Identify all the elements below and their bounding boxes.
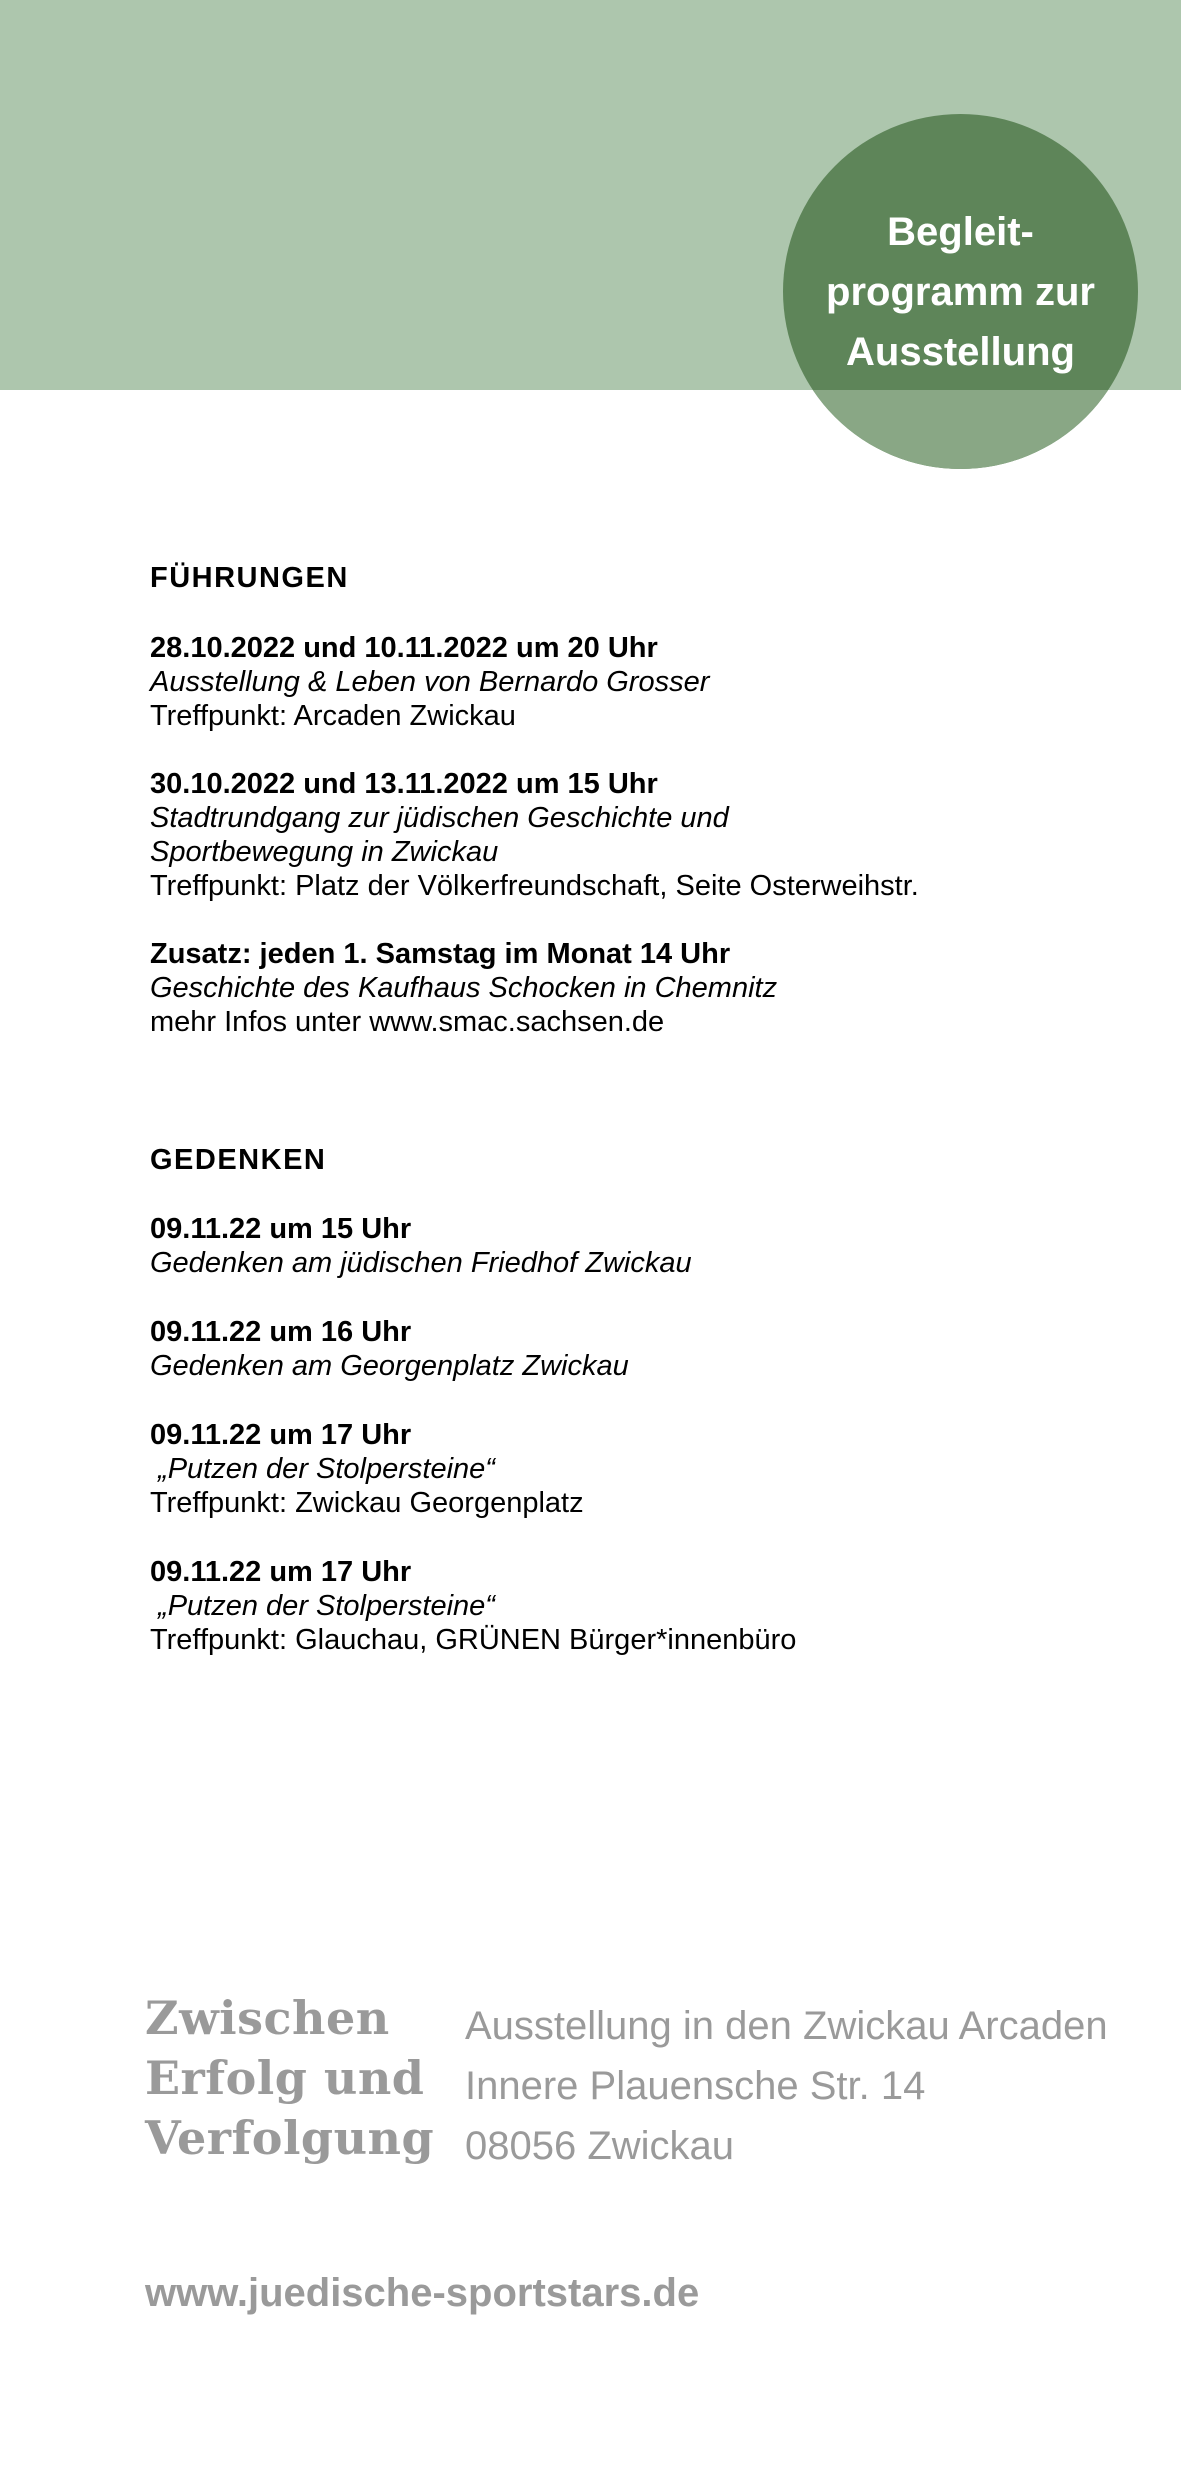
entry-date: 30.10.2022 und 13.11.2022 um 15 Uhr [150,768,658,800]
entry-description: Gedenken am jüdischen Friedhof Zwickau [150,1247,692,1279]
logo-line: Zwischen [145,1991,390,2045]
entry-meeting-point: Treffpunkt: Platz der Völkerfreundschaft, Seite Osterweihstr. [150,870,919,902]
program-badge [783,114,1138,469]
entry-description: Ausstellung & Leben von Bernardo Grosser [150,666,710,698]
entry-date: 09.11.22 um 15 Uhr [150,1213,412,1245]
entry-date: 09.11.22 um 17 Uhr [150,1419,412,1451]
section-title-gedenken: GEDENKEN [150,1144,327,1176]
tour-entry [150,631,1050,733]
exhibition-address [465,1996,1108,2176]
entry-meeting-point: Treffpunkt: Arcaden Zwickau [150,700,516,732]
memorial-entry [150,1315,1050,1383]
address-line: Ausstellung in den Zwickau Arcaden [465,2004,1108,2048]
entry-date: 09.11.22 um 17 Uhr [150,1556,412,1588]
address-line: Innere Plauensche Str. 14 [465,2064,926,2108]
entry-description: „Putzen der Stolpersteine“ [150,1453,495,1485]
section-title-fuehrungen: FÜHRUNGEN [150,562,349,594]
entry-meeting-point: Treffpunkt: Glauchau, GRÜNEN Bürger*innenbüro [150,1624,797,1656]
entry-description: Geschichte des Kaufhaus Schocken in Chemnitz [150,972,778,1004]
entry-date: Zusatz: jeden 1. Samstag im Monat 14 Uhr [150,938,731,970]
entry-more-info: mehr Infos unter www.smac.sachsen.de [150,1006,665,1038]
logo-line: Verfolgung [145,2111,435,2165]
entry-date: 09.11.22 um 16 Uhr [150,1316,412,1348]
logo-line: Erfolg und [145,2051,425,2105]
entry-description: Gedenken am Georgenplatz Zwickau [150,1350,629,1382]
exhibition-logo [145,1988,434,2168]
memorial-entry [150,1555,1050,1657]
tour-entry [150,767,1050,903]
memorial-entry [150,1418,1050,1520]
tour-entry [150,937,1050,1039]
entry-description: „Putzen der Stolpersteine“ [150,1590,495,1622]
entry-date: 28.10.2022 und 10.11.2022 um 20 Uhr [150,632,658,664]
badge-line: Ausstellung [846,329,1075,374]
badge-line: programm zur [826,269,1095,314]
entry-description: Sportbewegung in Zwickau [150,836,499,868]
website-url: www.juedische-sportstars.de [145,2271,700,2315]
badge-line: Begleit- [887,209,1034,254]
entry-meeting-point: Treffpunkt: Zwickau Georgenplatz [150,1487,584,1519]
entry-description: Stadtrundgang zur jüdischen Geschichte und [150,802,729,834]
memorial-entry [150,1212,1050,1280]
address-line: 08056 Zwickau [465,2124,735,2168]
badge-text [783,114,1138,469]
